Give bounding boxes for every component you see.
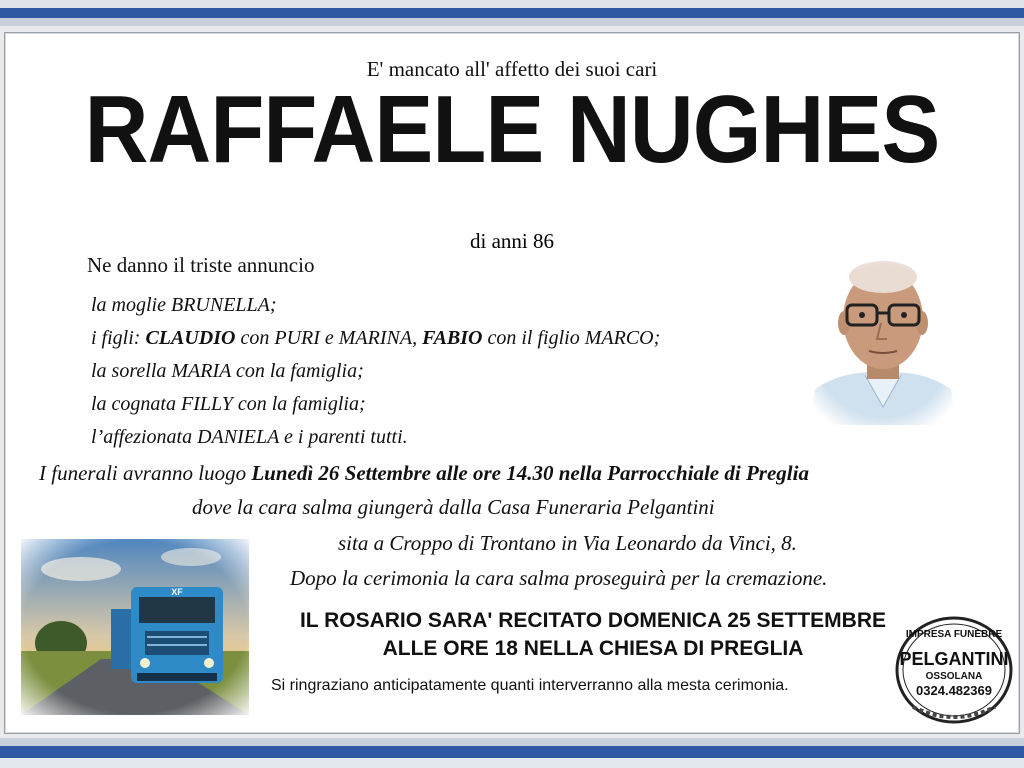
logo-phone: 0324.482369 [916, 683, 992, 698]
top-border-blue [0, 8, 1024, 18]
announce-text: Ne danno il triste annuncio [87, 253, 315, 277]
obituary-card [4, 32, 1020, 734]
bottom-border-grey [0, 738, 1024, 746]
portrait-photo [805, 257, 961, 425]
funeral-home-logo [895, 615, 1013, 725]
top-border-light [0, 0, 1024, 8]
logo-sub: OSSOLANA [925, 671, 983, 682]
truck-photo [21, 539, 249, 715]
deceased-name: RAFFAELE NUGHES [84, 76, 940, 183]
family-line-sister: la sorella MARIA con la famiglia; [91, 360, 364, 382]
family-line-wife: la moglie BRUNELLA; [91, 294, 277, 316]
bottom-border-light [0, 758, 1024, 768]
rosary-line-1: IL ROSARIO SARA' RECITATO DOMENICA 25 SETTEMBRE [299, 609, 887, 632]
intro-text: E' mancato all' affetto dei suoi cari [366, 57, 658, 81]
funeral-line-2: dove la cara salma giungerà dalla Casa Funeraria Pelgantini [192, 495, 715, 519]
logo-name: PELGANTINI [899, 649, 1009, 669]
bottom-border-blue [0, 746, 1024, 758]
funeral-line-1: I funerali avranno luogo Lunedì 26 Settembre alle ore 14.30 nella Parrocchiale di Preglia [39, 461, 809, 485]
funeral-line-4: Dopo la cerimonia la cara salma proseguirà per la cremazione. [290, 566, 828, 590]
family-line-relatives: l’affezionata DANIELA e i parenti tutti. [91, 426, 408, 448]
rosary-line-2: ALLE ORE 18 NELLA CHIESA DI PREGLIA [382, 637, 804, 660]
logo-top-text: IMPRESA FUNEBRE [905, 629, 1003, 640]
family-list [91, 289, 660, 454]
thanks-text: Si ringraziano anticipatamente quanti interverranno alla mesta cerimonia. [271, 677, 789, 694]
top-border-grey [0, 18, 1024, 26]
funeral-line-3: sita a Croppo di Trontano in Via Leonardo da Vinci, 8. [338, 531, 797, 555]
family-line-children: i figli: CLAUDIO con PURI e MARINA, FABIO con il figlio MARCO; [91, 327, 661, 349]
age-text: di anni 86 [470, 229, 554, 253]
family-line-sister-in-law: la cognata FILLY con la famiglia; [91, 393, 366, 415]
